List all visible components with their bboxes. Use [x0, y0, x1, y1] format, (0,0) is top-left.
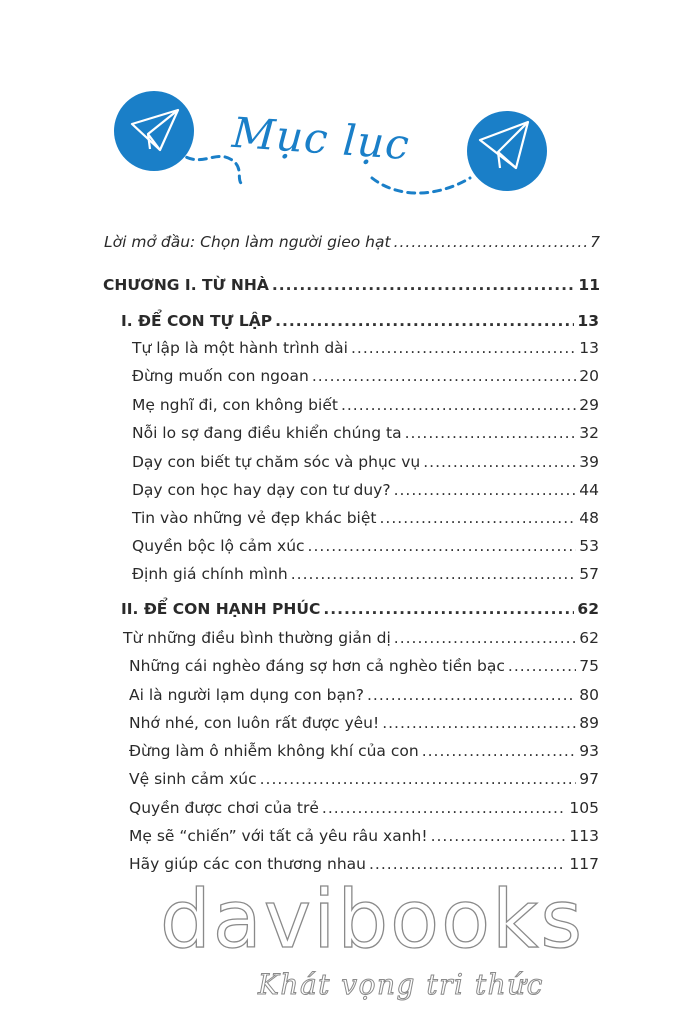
entry-title: Nỗi lo sợ đang điều khiển chúng ta	[132, 424, 402, 442]
watermark-brand: davibooks	[160, 873, 585, 966]
entry-title: Đừng muốn con ngoan	[132, 367, 309, 385]
watermark-slogan: Khát vọng tri thức	[258, 968, 544, 1001]
entry-title: Những cái nghèo đáng sợ hơn cả nghèo tiền bạc	[129, 657, 505, 675]
dot-leader	[422, 741, 577, 761]
toc-entry	[129, 656, 599, 676]
dot-leader	[272, 275, 576, 295]
entry-page: 39	[579, 453, 599, 471]
page-title: Mục lục	[230, 107, 412, 170]
dashed-path-right	[372, 178, 470, 193]
dot-leader	[431, 826, 567, 846]
entry-title: CHƯƠNG I. TỪ NHÀ	[103, 276, 269, 294]
entry-page: 32	[579, 424, 599, 442]
toc-entry	[129, 685, 599, 705]
dot-leader	[394, 232, 588, 252]
toc-entry	[129, 713, 599, 733]
entry-page: 11	[578, 276, 600, 294]
entry-page: 97	[579, 770, 599, 788]
toc-entry	[129, 798, 599, 818]
dot-leader	[405, 423, 577, 443]
right-circle	[467, 111, 547, 191]
entry-title: Nhớ nhé, con luôn rất được yêu!	[129, 714, 380, 732]
left-circle	[114, 91, 194, 171]
toc-entry	[129, 769, 599, 789]
entry-title: Quyền bộc lộ cảm xúc	[132, 537, 305, 555]
toc-entry	[132, 338, 599, 358]
dot-leader	[322, 798, 567, 818]
dot-leader	[341, 395, 576, 415]
entry-page: 57	[579, 565, 599, 583]
header	[0, 0, 700, 230]
dot-leader	[369, 854, 566, 874]
toc-entry	[132, 564, 599, 584]
dot-leader	[382, 713, 576, 733]
entry-page: 53	[579, 537, 599, 555]
entry-page: 75	[579, 657, 599, 675]
toc-entry	[129, 854, 599, 874]
entry-title: Quyền được chơi của trẻ	[129, 799, 319, 817]
entry-page: 44	[579, 481, 599, 499]
toc-entry	[132, 536, 599, 556]
entry-title: Lời mở đầu: Chọn làm người gieo hạt	[104, 233, 391, 251]
toc-entry-section	[121, 599, 599, 619]
entry-title: Tự lập là một hành trình dài	[132, 339, 348, 357]
entry-title: II. ĐỂ CON HẠNH PHÚC	[121, 600, 321, 618]
entry-page: 105	[569, 799, 599, 817]
dot-leader	[308, 536, 577, 556]
toc-entry	[132, 366, 599, 386]
entry-title: Hãy giúp các con thương nhau	[129, 855, 366, 873]
dot-leader	[260, 769, 577, 789]
entry-page: 89	[579, 714, 599, 732]
entry-title: Ai là người lạm dụng con bạn?	[129, 686, 364, 704]
entry-title: Định giá chính mình	[132, 565, 288, 583]
toc-entry	[132, 452, 599, 472]
dot-leader	[351, 338, 576, 358]
toc-entry-intro	[104, 232, 600, 252]
entry-page: 48	[579, 509, 599, 527]
entry-page: 13	[579, 339, 599, 357]
entry-title: Dạy con biết tự chăm sóc và phục vụ	[132, 453, 421, 471]
entry-page: 62	[577, 600, 599, 618]
dot-leader	[275, 311, 574, 331]
entry-title: Từ những điều bình thường giản dị	[123, 629, 391, 647]
entry-page: 117	[569, 855, 599, 873]
dot-leader	[291, 564, 577, 584]
toc-entry	[132, 508, 599, 528]
dot-leader	[323, 599, 574, 619]
toc-entry	[123, 628, 599, 648]
entry-title: Vệ sinh cảm xúc	[129, 770, 257, 788]
entry-page: 93	[579, 742, 599, 760]
dot-leader	[508, 656, 576, 676]
entry-title: Mẹ sẽ “chiến” với tất cả yêu râu xanh!	[129, 827, 428, 845]
dot-leader	[394, 628, 576, 648]
entry-title: Tin vào những vẻ đẹp khác biệt	[132, 509, 377, 527]
toc-entry	[129, 741, 599, 761]
toc-entry-section	[121, 311, 599, 331]
entry-page: 13	[577, 312, 599, 330]
toc-entry	[132, 395, 599, 415]
entry-page: 20	[579, 367, 599, 385]
entry-title: I. ĐỂ CON TỰ LẬP	[121, 312, 273, 330]
toc-entry	[132, 423, 599, 443]
toc-entry	[129, 826, 599, 846]
entry-title: Đừng làm ô nhiễm không khí của con	[129, 742, 419, 760]
dot-leader	[394, 480, 577, 500]
dot-leader	[423, 452, 576, 472]
entry-page: 7	[590, 233, 600, 251]
dot-leader	[312, 366, 576, 386]
toc-entry	[132, 480, 599, 500]
toc-entry-chapter	[103, 275, 600, 295]
entry-title: Mẹ nghĩ đi, con không biết	[132, 396, 338, 414]
entry-page: 29	[579, 396, 599, 414]
entry-page: 80	[579, 686, 599, 704]
entry-page: 62	[579, 629, 599, 647]
dot-leader	[379, 508, 576, 528]
entry-title: Dạy con học hay dạy con tư duy?	[132, 481, 391, 499]
dot-leader	[367, 685, 576, 705]
entry-page: 113	[569, 827, 599, 845]
